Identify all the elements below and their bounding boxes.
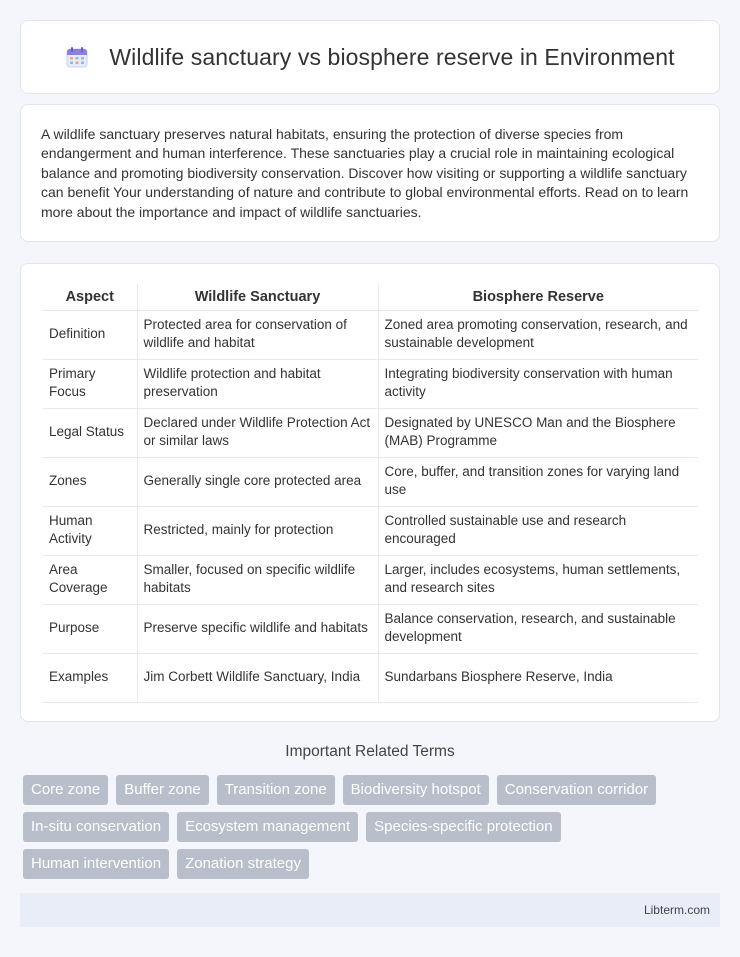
table-row — [43, 506, 698, 555]
footer-site-link[interactable]: Libterm.com — [643, 903, 710, 917]
table-row — [43, 359, 698, 408]
table-row — [43, 408, 698, 457]
table-row — [43, 555, 698, 604]
tag-ecosystem-management[interactable]: Ecosystem management — [177, 812, 358, 842]
tag-transition-zone[interactable]: Transition zone — [217, 775, 335, 805]
table-cell: Jim Corbett Wildlife Sanctuary, India — [137, 653, 378, 702]
tag-buffer-zone[interactable]: Buffer zone — [116, 775, 208, 805]
table-cell: Area Coverage — [43, 555, 137, 604]
tag-core-zone[interactable]: Core zone — [23, 775, 108, 805]
table-cell: Zones — [43, 457, 137, 506]
page-title: Wildlife sanctuary vs biosphere reserve in Environment — [109, 43, 675, 70]
table-cell: Primary Focus — [43, 359, 137, 408]
table-cell: Sundarbans Biosphere Reserve, India — [378, 653, 698, 702]
tag-species-specific-protection[interactable]: Species-specific protection — [366, 812, 560, 842]
intro-card — [20, 104, 720, 242]
table-cell: Examples — [43, 653, 137, 702]
table-cell: Restricted, mainly for protection — [137, 506, 378, 555]
tag-conservation-corridor[interactable]: Conservation corridor — [497, 775, 656, 805]
table-cell: Human Activity — [43, 506, 137, 555]
calendar-icon — [65, 45, 89, 69]
related-terms-title: Important Related Terms — [285, 743, 455, 760]
table-cell: Purpose — [43, 604, 137, 653]
related-terms-list — [23, 775, 703, 879]
table-cell: Generally single core protected area — [137, 457, 378, 506]
tag-zonation-strategy[interactable]: Zonation strategy — [177, 849, 309, 879]
tag-biodiversity-hotspot[interactable]: Biodiversity hotspot — [343, 775, 489, 805]
table-cell: Smaller, focused on specific wildlife habitats — [137, 555, 378, 604]
column-header: Wildlife Sanctuary — [137, 284, 378, 310]
table-cell: Protected area for conservation of wildlife and habitat — [137, 310, 378, 359]
table-cell: Larger, includes ecosystems, human settlements, and research sites — [378, 555, 698, 604]
table-cell: Zoned area promoting conservation, research, and sustainable development — [378, 310, 698, 359]
column-header: Biosphere Reserve — [378, 284, 698, 310]
table-cell: Definition — [43, 310, 137, 359]
intro-text: A wildlife sanctuary preserves natural habitats, ensuring the protection of diverse species from endangerment and human interference. These sanctuaries play a crucial role in maintaining ecological balance and promoting biodiversity conservation. Discover how visiting or supporting a wildlife sanctuary can benefit Your understanding of nature and contribute to global environmental efforts. Read on to learn more about the importance and impact of wildlife sanctuaries. — [41, 126, 689, 220]
table-row — [43, 310, 698, 359]
table-row — [43, 653, 698, 702]
table-cell: Designated by UNESCO Man and the Biosphere (MAB) Programme — [378, 408, 698, 457]
table-cell: Core, buffer, and transition zones for varying land use — [378, 457, 698, 506]
footer — [20, 893, 720, 927]
table-cell: Legal Status — [43, 408, 137, 457]
table-row — [43, 604, 698, 653]
table-cell: Declared under Wildlife Protection Act or similar laws — [137, 408, 378, 457]
table-header-row — [43, 284, 698, 310]
title-wrap — [65, 44, 674, 71]
table-cell: Preserve specific wildlife and habitats — [137, 604, 378, 653]
table-cell: Controlled sustainable use and research encouraged — [378, 506, 698, 555]
header-card — [20, 20, 720, 94]
tag-in-situ-conservation[interactable]: In-situ conservation — [23, 812, 169, 842]
comparison-card — [20, 263, 720, 722]
comparison-table — [43, 284, 698, 703]
table-row — [43, 457, 698, 506]
table-cell: Wildlife protection and habitat preservation — [137, 359, 378, 408]
table-cell: Integrating biodiversity conservation with human activity — [378, 359, 698, 408]
column-header: Aspect — [43, 284, 137, 310]
table-cell: Balance conservation, research, and sustainable development — [378, 604, 698, 653]
tag-human-intervention[interactable]: Human intervention — [23, 849, 169, 879]
